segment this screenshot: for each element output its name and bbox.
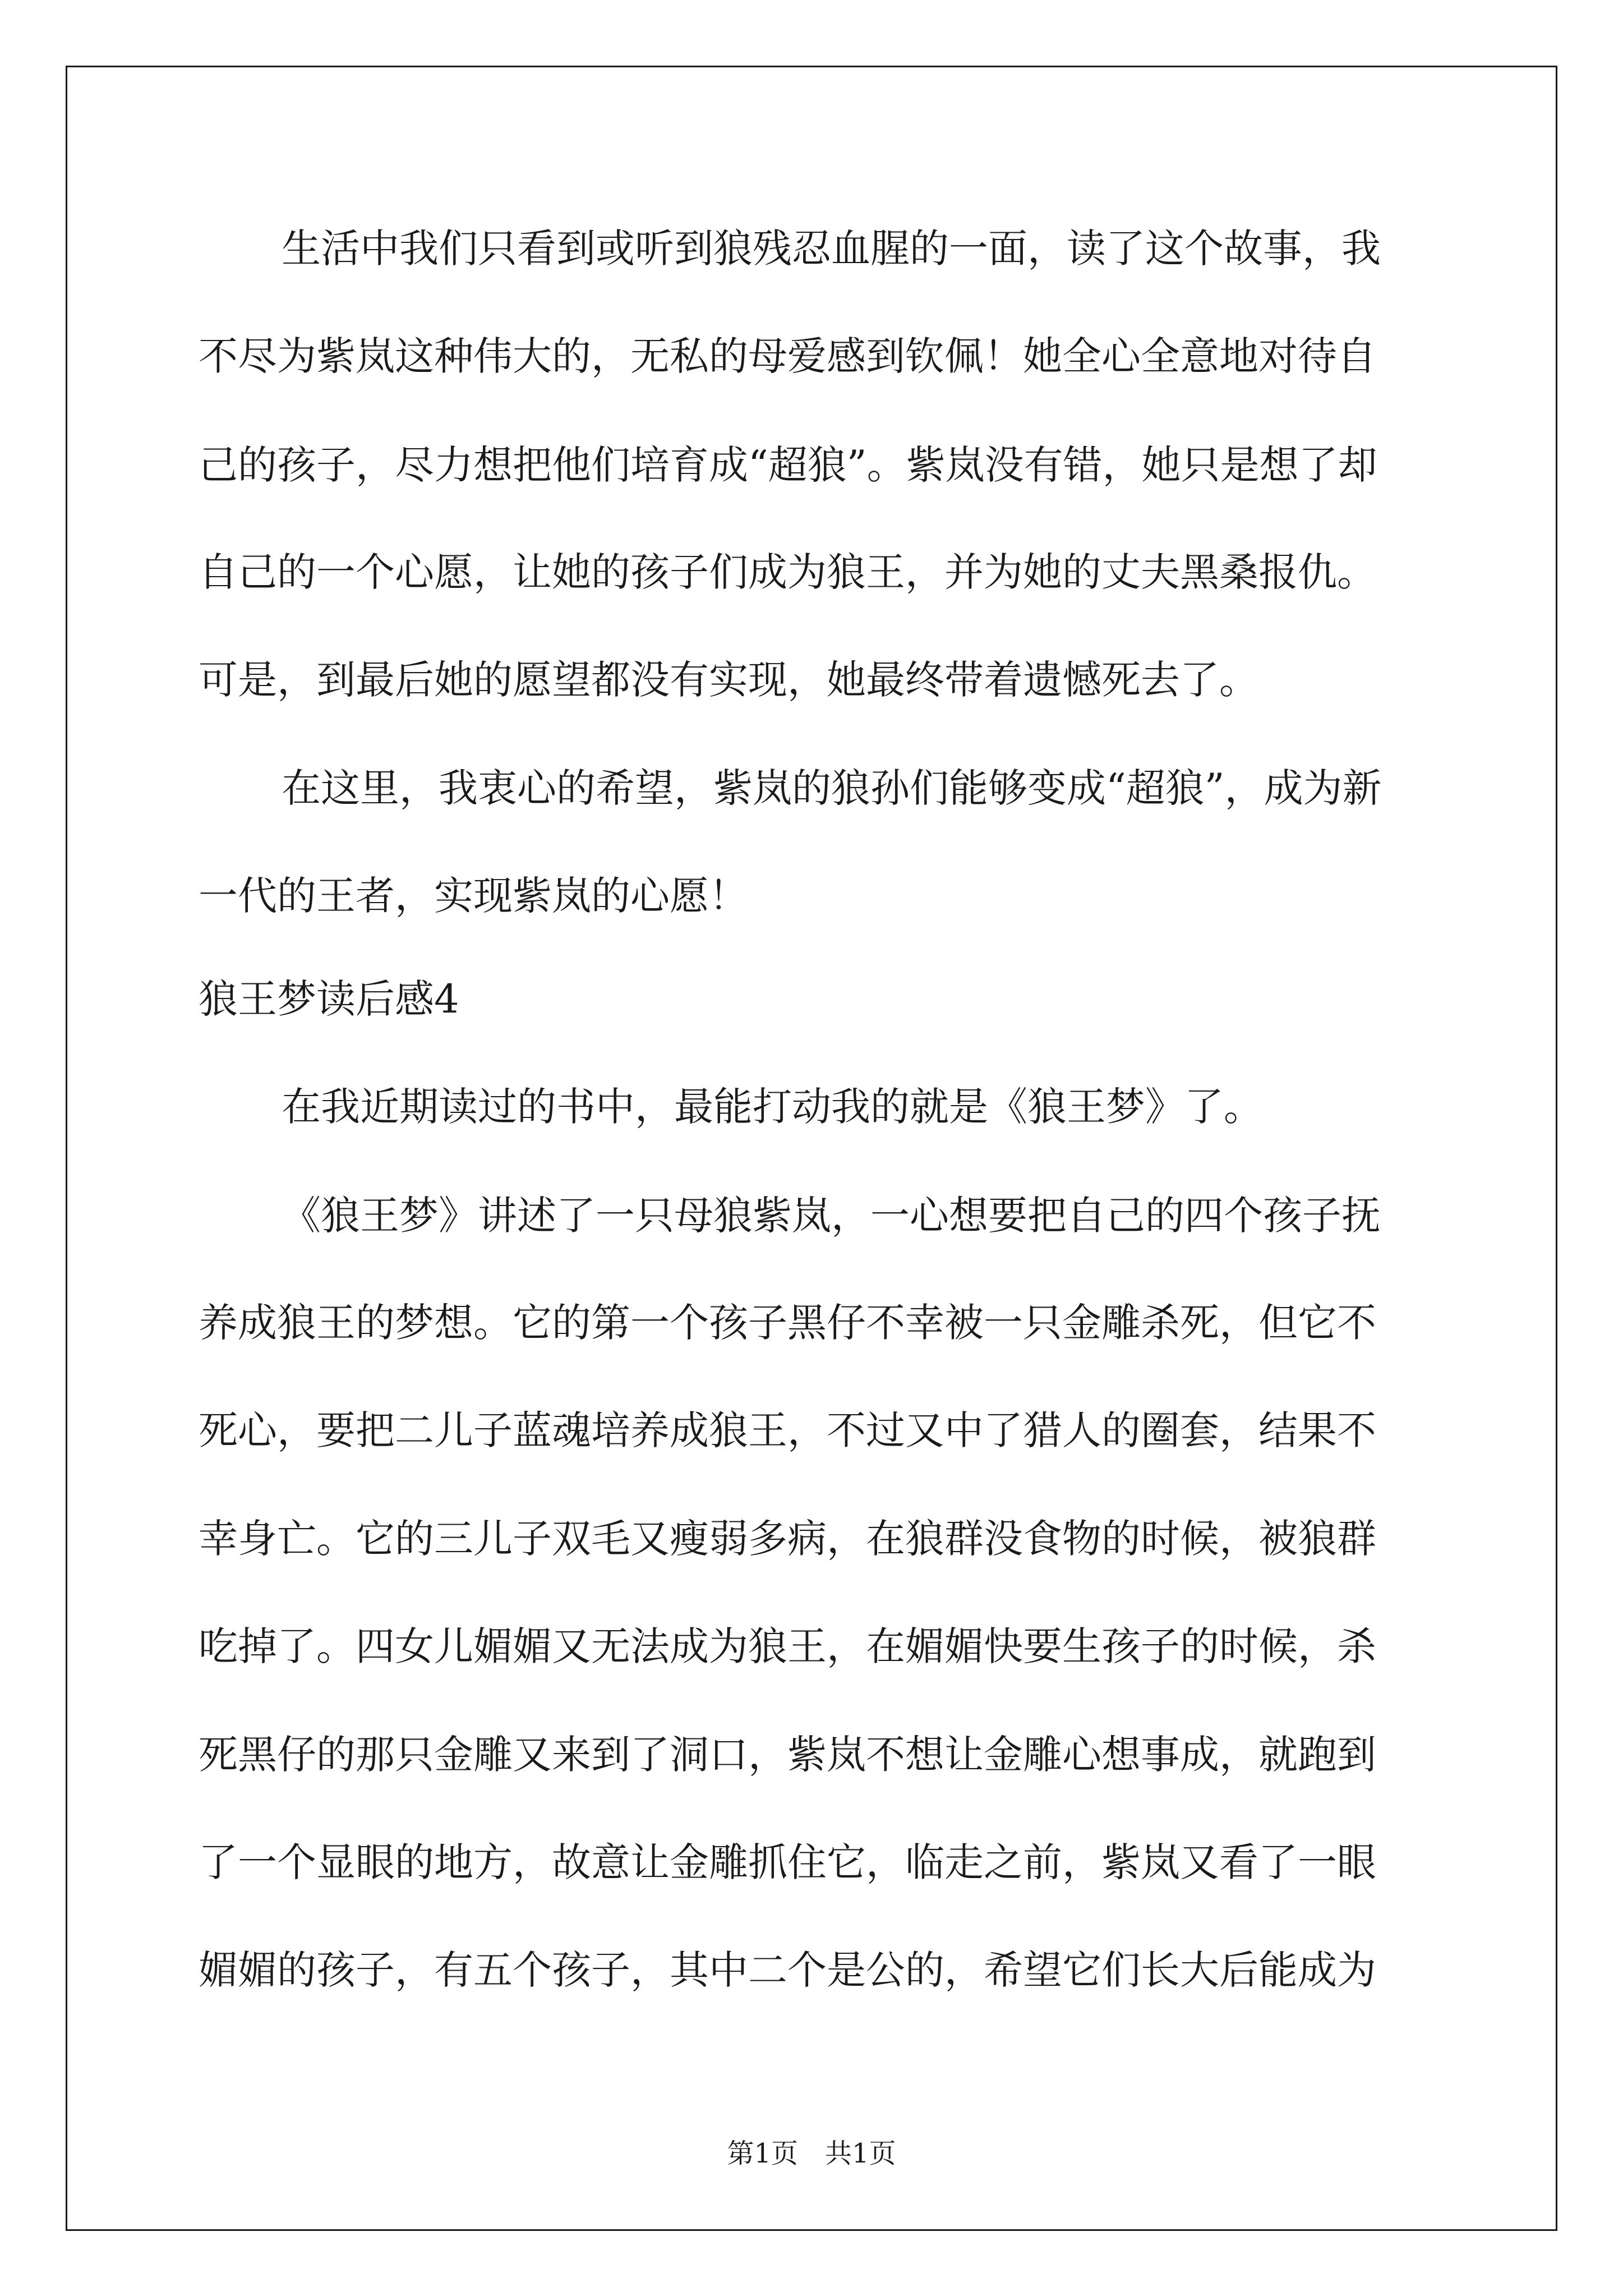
paragraph-line: 了一个显眼的地方，故意让金雕抓住它，临走之前，紫岚又看了一眼 — [199, 1839, 1376, 1885]
paragraph-line: 一代的王者，实现紫岚的心愿！ — [199, 873, 748, 919]
page-total: 共1页 — [825, 2138, 896, 2169]
paragraph-line: 可是，到最后她的愿望都没有实现，她最终带着遗憾死去了。 — [199, 657, 1258, 703]
paragraph-line: 自己的一个心愿，让她的孩子们成为狼王，并为她的丈夫黑桑报仇。 — [199, 549, 1376, 595]
paragraph-line: 死心，要把二儿子蓝魂培养成狼王，不过又中了猎人的圈套，结果不 — [199, 1407, 1376, 1453]
paragraph-line: 幸身亡。它的三儿子双毛又瘦弱多病，在狼群没食物的时候，被狼群 — [199, 1516, 1376, 1562]
section-heading: 狼王梦读后感4 — [199, 976, 459, 1022]
paragraph-line: 死黑仔的那只金雕又来到了洞口，紫岚不想让金雕心想事成，就跑到 — [199, 1732, 1376, 1778]
page-footer — [0, 2140, 1623, 2167]
paragraph-line: 在我近期读过的书中，最能打动我的就是《狼王梦》了。 — [282, 1084, 1263, 1130]
paragraph-line: 媚媚的孩子，有五个孩子，其中二个是公的，希望它们长大后能成为 — [199, 1947, 1376, 1993]
paragraph-line: 生活中我们只看到或听到狼残忍血腥的一面，读了这个故事，我 — [282, 226, 1381, 272]
paragraph-line: 吃掉了。四女儿媚媚又无法成为狼王，在媚媚快要生孩子的时候，杀 — [199, 1623, 1376, 1669]
page-number: 第1页 — [727, 2138, 798, 2169]
page-border — [66, 66, 1557, 2231]
paragraph-line: 《狼王梦》讲述了一只母狼紫岚，一心想要把自己的四个孩子抚 — [282, 1193, 1381, 1239]
paragraph-line: 养成狼王的梦想。它的第一个孩子黑仔不幸被一只金雕杀死，但它不 — [199, 1300, 1376, 1346]
paragraph-line: 己的孩子，尽力想把他们培育成“超狼”。紫岚没有错，她只是想了却 — [199, 442, 1377, 488]
paragraph-line: 在这里，我衷心的希望，紫岚的狼孙们能够变成“超狼”，成为新 — [282, 765, 1382, 811]
paragraph-line: 不尽为紫岚这种伟大的，无私的母爱感到钦佩！她全心全意地对待自 — [199, 333, 1376, 379]
